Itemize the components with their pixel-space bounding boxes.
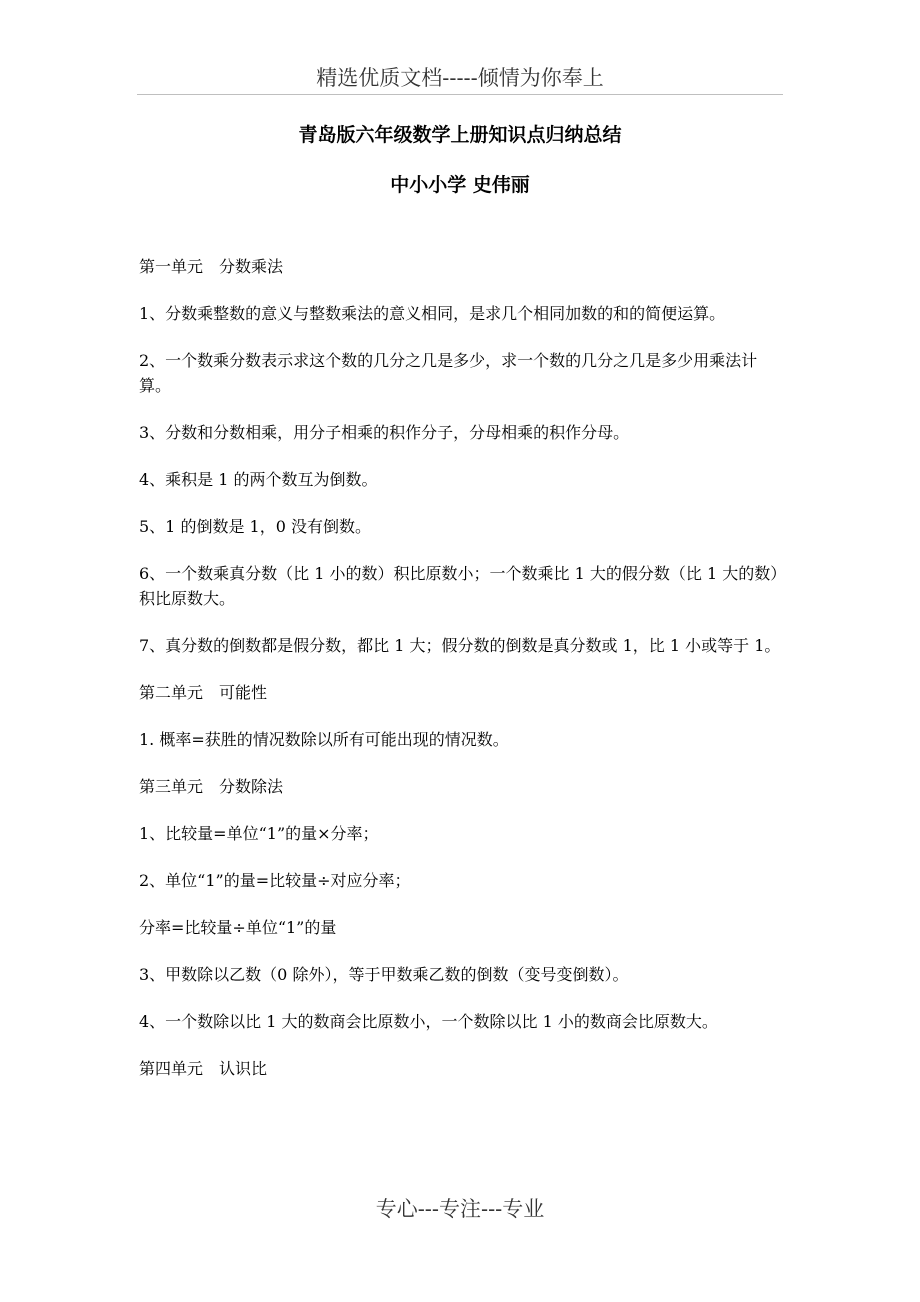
paragraph: 1、比较量=单位“1”的量×分率； bbox=[139, 824, 379, 843]
section-heading-unit-3: 第三单元 分数除法 bbox=[139, 777, 284, 796]
paragraph: 1、分数乘整数的意义与整数乘法的意义相同，是求几个相同加数的和的简便运算。 bbox=[139, 304, 726, 323]
paragraph: 4、一个数除以比 1 大的数商会比原数小，一个数除以比 1 小的数商会比原数大。 bbox=[139, 1012, 718, 1031]
document-body bbox=[139, 254, 787, 1103]
paragraph: 7、真分数的倒数都是假分数，都比 1 大；假分数的倒数是真分数或 1，比 1 小或等于 1。 bbox=[139, 636, 781, 655]
section-heading-unit-2: 第二单元 可能性 bbox=[139, 683, 268, 702]
paragraph: 3、分数和分数相乘，用分子相乘的积作分子，分母相乘的积作分母。 bbox=[139, 423, 630, 442]
paragraph: 2、一个数乘分数表示求这个数的几分之几是多少，求一个数的几分之几是多少用乘法计算。 bbox=[139, 351, 758, 395]
paragraph: 6、一个数乘真分数（比 1 小的数）积比原数小；一个数乘比 1 大的假分数（比 1 大的数）积比原数大。 bbox=[139, 564, 787, 608]
page-header: 精选优质文档-----倾情为你奉上 bbox=[137, 62, 783, 95]
section-heading-unit-1: 第一单元 分数乘法 bbox=[139, 257, 284, 276]
document-author: 中小小学 史伟丽 bbox=[390, 174, 530, 196]
paragraph: 1. 概率=获胜的情况数除以所有可能出现的情况数。 bbox=[139, 730, 509, 749]
section-heading-unit-4: 第四单元 认识比 bbox=[139, 1059, 268, 1078]
paragraph: 4、乘积是 1 的两个数互为倒数。 bbox=[139, 470, 378, 489]
page-footer: 专心---专注---专业 bbox=[375, 1197, 545, 1221]
document-title: 青岛版六年级数学上册知识点归纳总结 bbox=[298, 124, 622, 146]
paragraph: 5、1 的倒数是 1，0 没有倒数。 bbox=[139, 517, 371, 536]
paragraph: 分率=比较量÷单位“1”的量 bbox=[139, 918, 337, 937]
paragraph: 3、甲数除以乙数（0 除外），等于甲数乘乙数的倒数（变号变倒数）。 bbox=[139, 965, 629, 984]
paragraph: 2、单位“1”的量=比较量÷对应分率； bbox=[139, 871, 411, 890]
